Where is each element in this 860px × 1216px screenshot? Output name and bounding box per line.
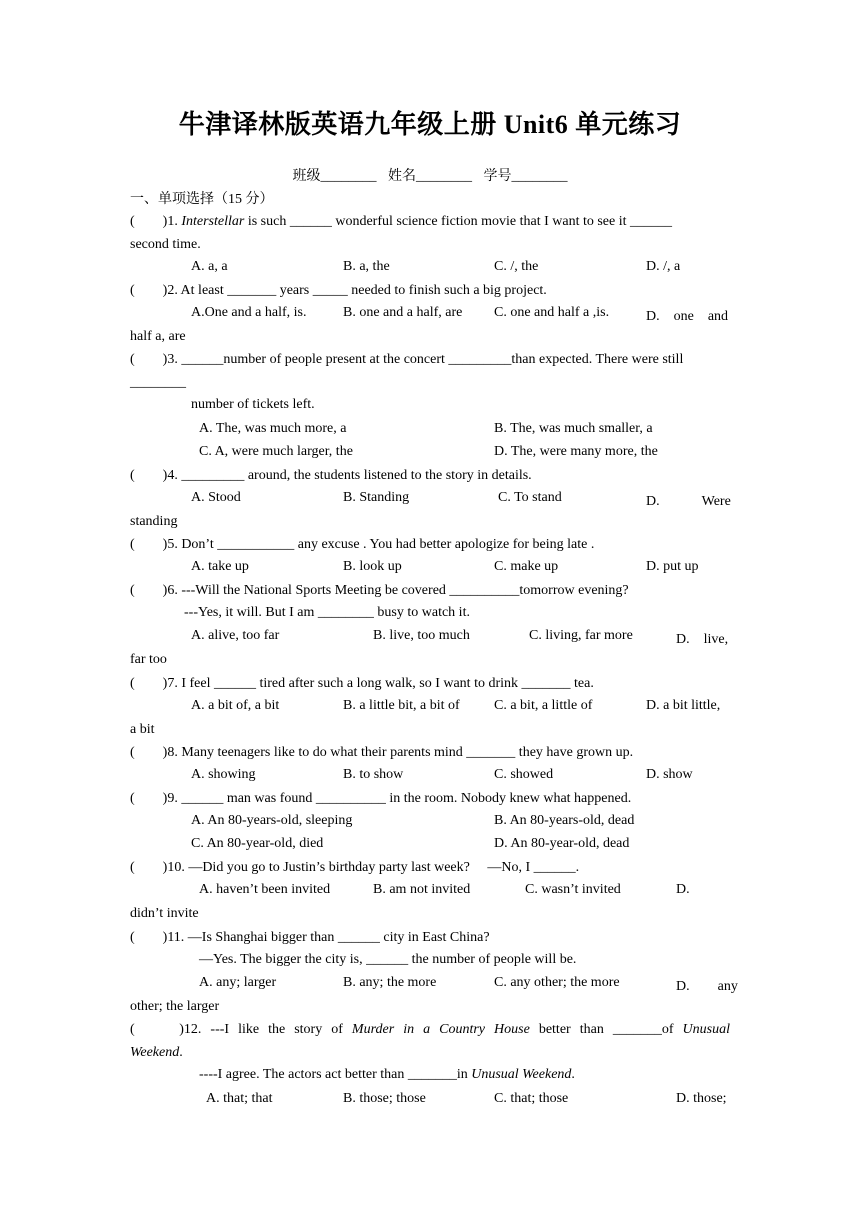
q12-option-c: C. that; those bbox=[494, 1091, 569, 1106]
q8-option-b: B. to show bbox=[343, 767, 404, 782]
q11-reply: —Yes. The bigger the city is, ______ the number of people will be. bbox=[199, 952, 577, 967]
q5-option-c: C. make up bbox=[494, 559, 559, 574]
q9-option-a: A. An 80-years-old, sleeping bbox=[191, 813, 353, 828]
q11-option-a: A. any; larger bbox=[199, 975, 277, 990]
q4-option-d: D. Were bbox=[646, 494, 731, 509]
question-4: ( )4. _________ around, the students listened to the story in details. bbox=[130, 468, 532, 483]
q12-title-1: Murder in a Country House bbox=[351, 1022, 530, 1037]
q10-option-a: A. haven’t been invited bbox=[199, 882, 331, 897]
q3-continuation-2: number of tickets left. bbox=[191, 397, 315, 412]
q6-option-a: A. alive, too far bbox=[191, 628, 280, 643]
q7-option-b: B. a little bit, a bit of bbox=[343, 698, 460, 713]
name-field: 姓名________ bbox=[388, 169, 472, 184]
q12-continuation bbox=[130, 1044, 730, 1062]
q10-option-d-continuation: didn’t invite bbox=[130, 906, 199, 921]
q1-title: Interstellar bbox=[181, 214, 245, 229]
q12-option-a: A. that; that bbox=[206, 1091, 273, 1106]
q1-option-b: B. a, the bbox=[343, 259, 390, 274]
q11-option-b: B. any; the more bbox=[343, 975, 437, 990]
q4-option-a: A. Stood bbox=[191, 490, 241, 505]
q6-option-d-continuation: far too bbox=[130, 652, 167, 667]
q3-continuation: ________ bbox=[130, 375, 186, 390]
q2-option-c: C. one and half a ,is. bbox=[494, 305, 610, 320]
q2-option-d-continuation: half a, are bbox=[130, 329, 186, 344]
question-9: ( )9. ______ man was found __________ in the room. Nobody knew what happened. bbox=[130, 791, 632, 806]
q12-title-2-end: Weekend bbox=[130, 1045, 180, 1060]
q2-option-d: D. one and bbox=[646, 309, 729, 324]
q7-option-d: D. a bit little, bbox=[646, 698, 721, 713]
question-6: ( )6. ---Will the National Sports Meeting be covered __________tomorrow evening? bbox=[130, 583, 629, 598]
question-7: ( )7. I feel ______ tired after such a long walk, so I want to drink _______ tea. bbox=[130, 676, 594, 691]
q12-stem: better than _______of bbox=[529, 1022, 683, 1037]
q7-option-c: C. a bit, a little of bbox=[494, 698, 593, 713]
q8-option-d: D. show bbox=[646, 767, 693, 782]
q9-option-b: B. An 80-years-old, dead bbox=[494, 813, 635, 828]
q2-option-b: B. one and a half, are bbox=[343, 305, 463, 320]
q10-option-d: D. bbox=[676, 882, 690, 897]
q11-option-c: C. any other; the more bbox=[494, 975, 620, 990]
q12-reply-end: . bbox=[571, 1067, 575, 1082]
q3-option-b: B. The, was much smaller, a bbox=[494, 421, 653, 436]
q8-option-a: A. showing bbox=[191, 767, 256, 782]
q1-option-a: A. a, a bbox=[191, 259, 228, 274]
q3-option-a: A. The, was much more, a bbox=[199, 421, 347, 436]
q10-option-b: B. am not invited bbox=[373, 882, 471, 897]
q11-option-d: D. any bbox=[676, 979, 738, 994]
q6-option-d: D. live, bbox=[676, 632, 729, 647]
student-info bbox=[0, 165, 860, 185]
q3-option-c: C. A, were much larger, the bbox=[199, 444, 353, 459]
question-8: ( )8. Many teenagers like to do what their parents mind _______ they have grown up. bbox=[130, 745, 634, 760]
question-3: ( )3. ______number of people present at the concert _________than expected. There were still bbox=[130, 352, 684, 367]
q5-option-b: B. look up bbox=[343, 559, 402, 574]
q3-option-d: D. The, were many more, the bbox=[494, 444, 658, 459]
q7-option-d-continuation: a bit bbox=[130, 722, 155, 737]
question-1 bbox=[130, 213, 730, 231]
q9-option-c: C. An 80-year-old, died bbox=[191, 836, 324, 851]
q7-option-a: A. a bit of, a bit bbox=[191, 698, 280, 713]
section-heading: 一、单项选择（15 分） bbox=[130, 192, 274, 207]
q1-option-d: D. /, a bbox=[646, 259, 681, 274]
q9-option-d: D. An 80-year-old, dead bbox=[494, 836, 630, 851]
q12-option-b: B. those; those bbox=[343, 1091, 426, 1106]
q12-reply-title: Unusual Weekend bbox=[471, 1067, 572, 1082]
q4-option-d-continuation: standing bbox=[130, 514, 178, 529]
q12-title-2: Unusual bbox=[682, 1022, 730, 1037]
q8-option-c: C. showed bbox=[494, 767, 554, 782]
q1-option-c: C. /, the bbox=[494, 259, 539, 274]
q6-option-b: B. live, too much bbox=[373, 628, 470, 643]
q1-prefix: ( )1. bbox=[130, 214, 182, 229]
question-12 bbox=[130, 1021, 730, 1039]
number-field: 学号________ bbox=[483, 169, 568, 184]
q12-reply-text: ----I agree. The actors act better than _______in bbox=[199, 1067, 472, 1082]
page-title: 牛津译林版英语九年级上册 Unit6 单元练习 bbox=[178, 110, 682, 139]
q6-reply: ---Yes, it will. But I am ________ busy to watch it. bbox=[184, 605, 470, 620]
class-field: 班级________ bbox=[292, 169, 377, 184]
q6-option-c: C. living, far more bbox=[529, 628, 633, 643]
q12-prefix: ( )12. ---I like the story of bbox=[130, 1022, 352, 1037]
question-11: ( )11. —Is Shanghai bigger than ______ city in East China? bbox=[130, 930, 490, 945]
q12-option-d: D. those; bbox=[676, 1091, 727, 1106]
question-10: ( )10. —Did you go to Justin’s birthday party last week? —No, I ______. bbox=[130, 860, 580, 875]
q4-option-b: B. Standing bbox=[343, 490, 410, 505]
q4-option-c: C. To stand bbox=[498, 490, 562, 505]
question-5: ( )5. Don’t ___________ any excuse . You had better apologize for being late . bbox=[130, 537, 595, 552]
q5-option-a: A. take up bbox=[191, 559, 249, 574]
question-2: ( )2. At least _______ years _____ needed to finish such a big project. bbox=[130, 283, 547, 298]
q5-option-d: D. put up bbox=[646, 559, 699, 574]
q1-continuation: second time. bbox=[130, 237, 201, 252]
q12-reply bbox=[199, 1067, 575, 1083]
q2-option-a: A.One and a half, is. bbox=[191, 305, 307, 320]
q10-option-c: C. wasn’t invited bbox=[525, 882, 621, 897]
q1-stem: is such ______ wonderful science fiction movie that I want to see it ______ bbox=[244, 214, 673, 229]
q12-period: . bbox=[179, 1045, 183, 1060]
q11-option-d-continuation: other; the larger bbox=[130, 999, 220, 1014]
